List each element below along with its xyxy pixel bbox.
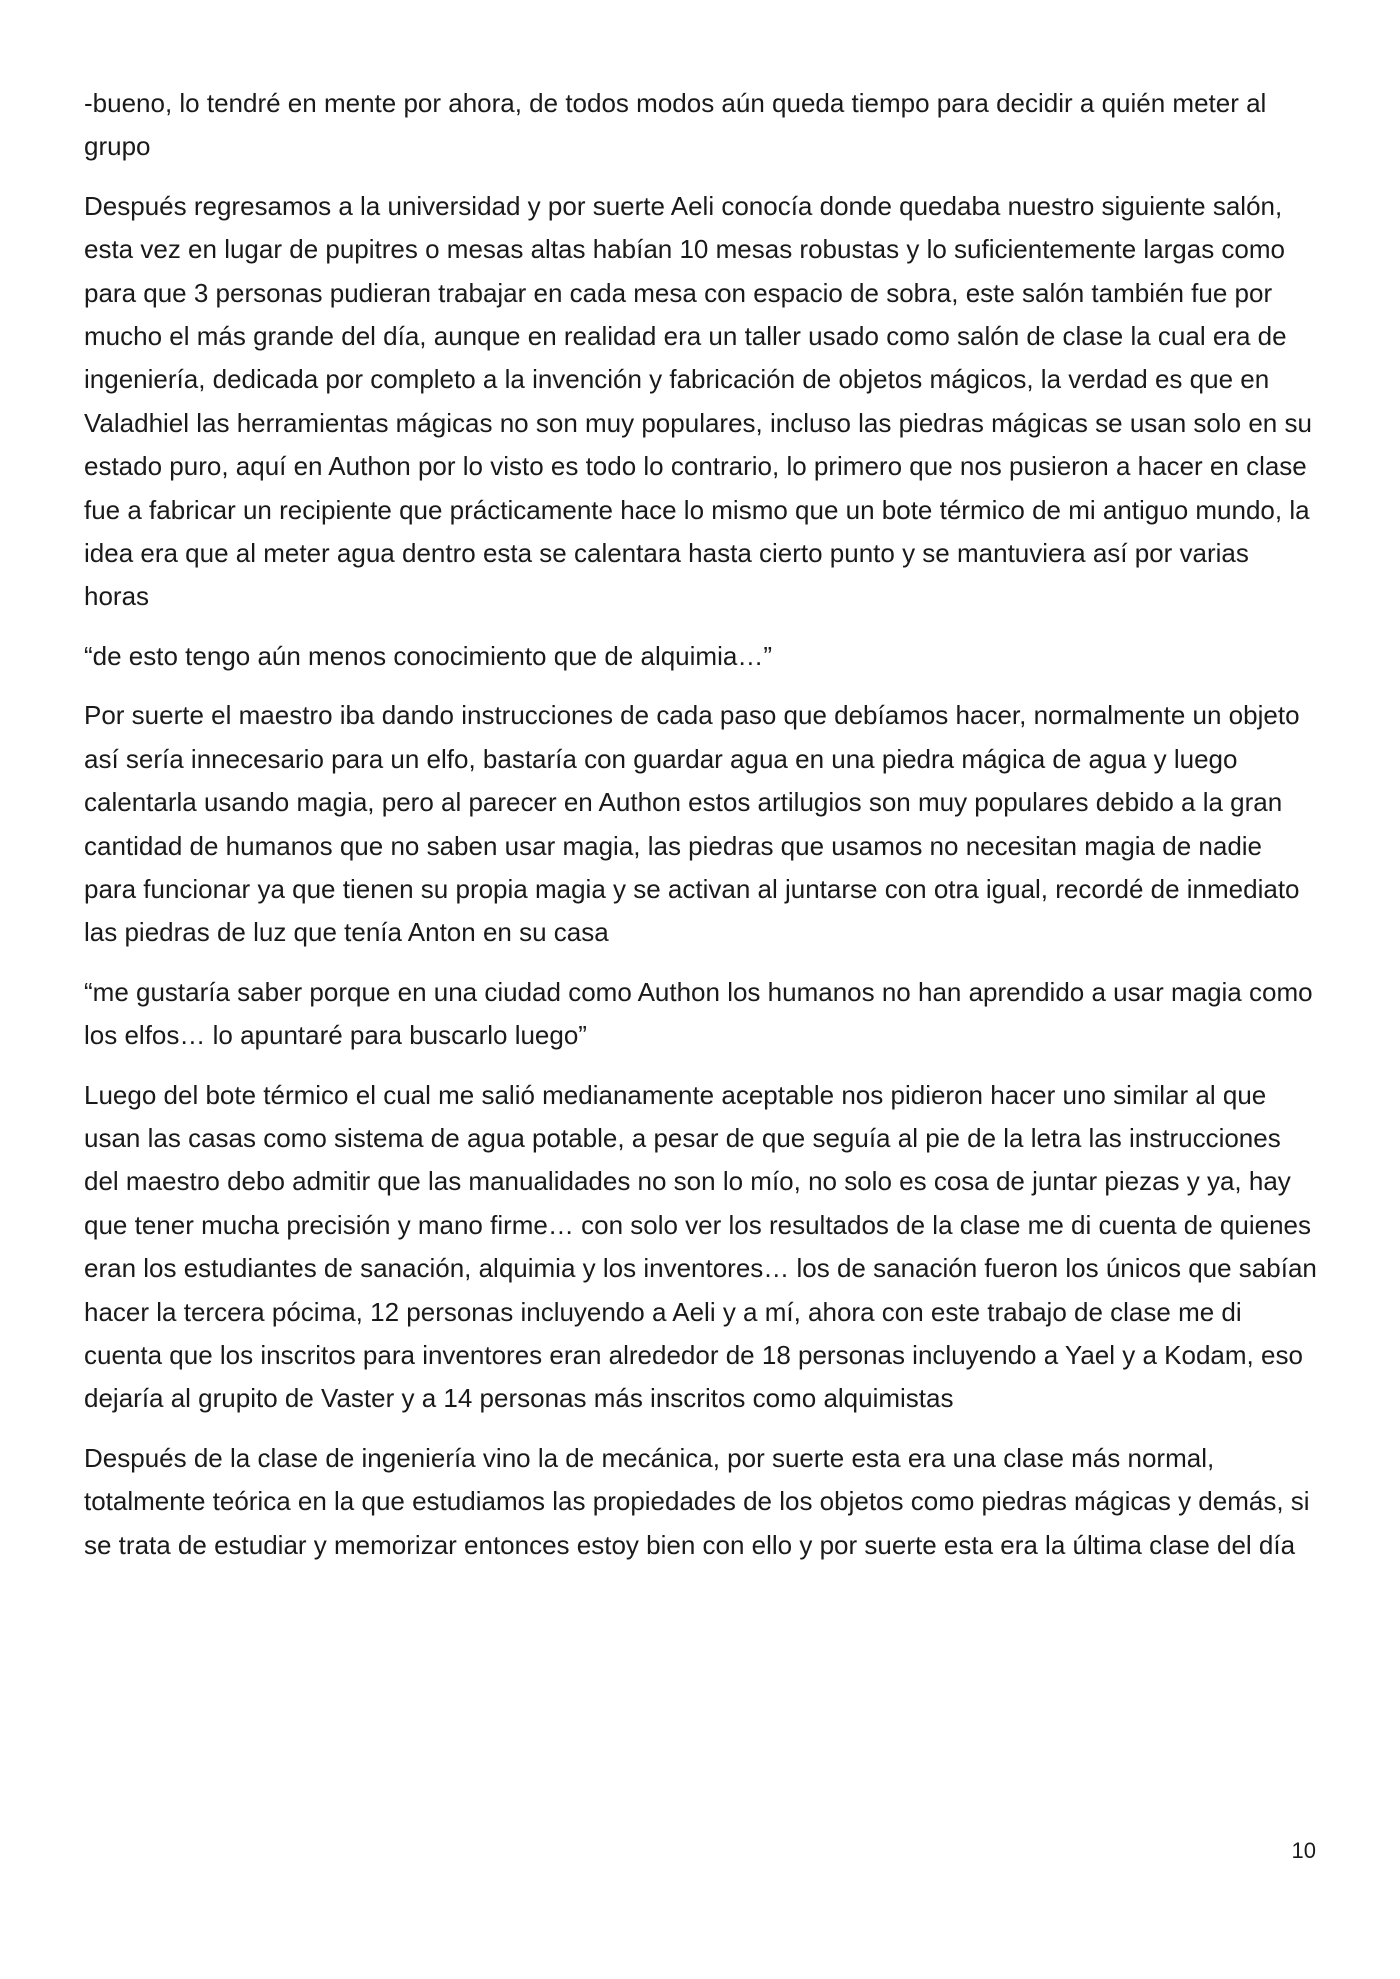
paragraph-6: Luego del bote térmico el cual me salió medianamente aceptable nos pidieron hacer uno similar al que usan las casas como sistema de agua potable, a pesar de que seguía al pie de la letra las instrucciones del maestro debo admitir que las manualidades no son lo mío, no solo es cosa de juntar piezas y ya, hay que tener mucha precisión y mano firme… con solo ver los resultados de la clase me di cuenta de quienes eran los estudiantes de sanación, alquimia y los inventores… los de sanación fueron los únicos que sabían hacer la tercera pócima, 12 personas incluyendo a Aeli y a mí, ahora con este trabajo de clase me di cuenta que los inscritos para inventores eran alrededor de 18 personas incluyendo a Yael y a Kodam, eso dejaría al grupito de Vaster y a 14 personas más inscritos como alquimistas [84, 1079, 1317, 1414]
page-number: 10 [1291, 1838, 1316, 1863]
paragraph-5: “me gustaría saber porque en una ciudad como Authon los humanos no han aprendido a usar magia como los elfos… lo apuntaré para buscarlo luego” [84, 976, 1313, 1051]
paragraph-4: Por suerte el maestro iba dando instrucciones de cada paso que debíamos hacer, normalmente un objeto así sería innecesario para un elfo, bastaría con guardar agua en una piedra mágica de agua y luego calentarla usando magia, pero al parecer en Authon estos artilugios son muy populares debido a la gran cantidad de humanos que no saben usar magia, las piedras que usamos no necesitan magia de nadie para funcionar ya que tienen su propia magia y se activan al juntarse con otra igual, recordé de inmediato las piedras de luz que tenía Anton en su casa [84, 700, 1300, 948]
paragraph-7: Después de la clase de ingeniería vino la de mecánica, por suerte esta era una clase más normal, totalmente teórica en la que estudiamos las propiedades de los objetos como piedras mágicas y demás, si se trata de estudiar y memorizar entonces estoy bien con ello y por suerte esta era la última clase del día [84, 1442, 1310, 1560]
paragraph-2: Después regresamos a la universidad y por suerte Aeli conocía donde quedaba nuestro siguiente salón, esta vez en lugar de pupitres o mesas altas habían 10 mesas robustas y lo suficientemente largas como para que 3 personas pudieran trabajar en cada mesa con espacio de sobra, este salón también fue por mucho el más grande del día, aunque en realidad era un taller usado como salón de clase la cual era de ingeniería, dedicada por completo a la invención y fabricación de objetos mágicos, la verdad es que en Valadhiel las herramientas mágicas no son muy populares, incluso las piedras mágicas se usan solo en su estado puro, aquí en Authon por lo visto es todo lo contrario, lo primero que nos pusieron a hacer en clase fue a fabricar un recipiente que prácticamente hace lo mismo que un bote térmico de mi antiguo mundo, la idea era que al meter agua dentro esta se calentara hasta cierto punto y se mantuviera así por varias horas [84, 190, 1312, 612]
document-body [84, 82, 1320, 1583]
paragraph-1: -bueno, lo tendré en mente por ahora, de todos modos aún queda tiempo para decidir a quién meter al grupo [84, 88, 1267, 162]
paragraph-3: “de esto tengo aún menos conocimiento que de alquimia…” [84, 640, 772, 671]
